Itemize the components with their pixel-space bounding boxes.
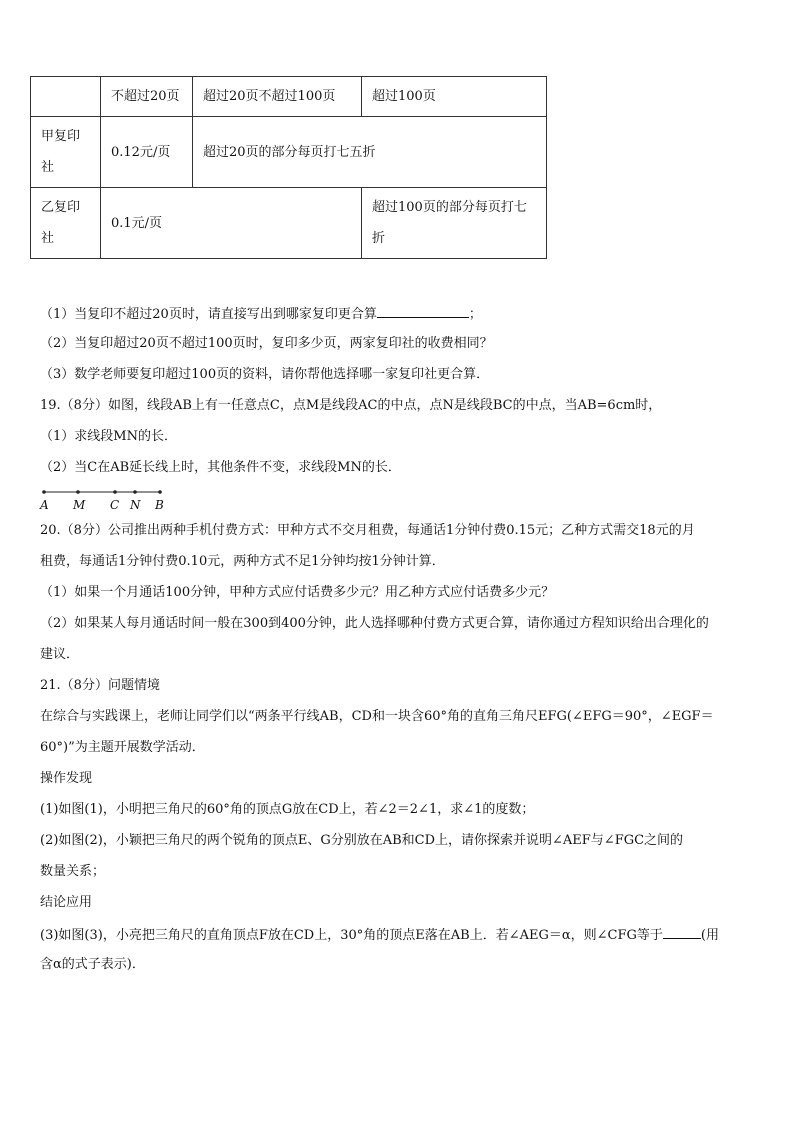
q21-part1: (1)如图(1)，小明把三角尺的60°角的顶点G放在CD上，若∠2＝2∠1，求∠1的度数； bbox=[40, 802, 535, 817]
segment-figure bbox=[40, 486, 170, 514]
q18-part2: （2）当复印超过20页不超过100页时，复印多少页，两家复印社的收费相同？ bbox=[40, 336, 493, 351]
q21-title: 21.（8分）问题情境 bbox=[40, 678, 160, 693]
q20-part2-line1: （2）如果某人每月通话时间一般在300到400分钟，此人选择哪种付费方式更合算，请你通过方程知识给出合理化的 bbox=[40, 616, 709, 631]
section-heading: 操作发现 bbox=[40, 771, 93, 786]
q18-part1-text: （1）当复印不超过20页时，请直接写出到哪家复印更合算 bbox=[40, 307, 377, 322]
q21-part3-line2: 含α的式子表示)． bbox=[40, 957, 145, 972]
table-row bbox=[31, 77, 547, 117]
q18-part1-end: ； bbox=[468, 307, 482, 322]
q21-part2-line1: (2)如图(2)，小颖把三角尺的两个锐角的顶点E、G分别放在AB和CD上，请你探索并说明∠AEF与∠FGC之间的 bbox=[40, 833, 684, 848]
point-label-m: M bbox=[73, 498, 86, 512]
section-heading: 结论应用 bbox=[40, 895, 93, 910]
point-label-c: C bbox=[110, 498, 120, 512]
table-row bbox=[31, 117, 547, 188]
q21-part3-line1 bbox=[40, 924, 764, 946]
q20-stem-line2: 租费，每通话1分钟付费0.10元，两种方式不足1分钟均按1分钟计算． bbox=[40, 554, 445, 569]
segment-line bbox=[40, 486, 170, 498]
q19-part2: （2）当C在AB延长线上时，其他条件不变，求线段MN的长． bbox=[40, 460, 401, 475]
q21-part2-line2: 数量关系； bbox=[40, 864, 106, 879]
point-label-a: A bbox=[40, 498, 49, 512]
table-row bbox=[31, 188, 547, 259]
table-cell: 超过100页的部分每页打七折 bbox=[362, 188, 547, 259]
answer-blank[interactable] bbox=[377, 303, 469, 318]
table-cell: 超过20页的部分每页打七五折 bbox=[193, 117, 547, 188]
q18-part3: （3）数学老师要复印超过100页的资料，请你帮他选择哪一家复印社更合算． bbox=[40, 367, 490, 382]
q20-part2-line2: 建议． bbox=[40, 647, 80, 662]
point-label-n: N bbox=[130, 498, 141, 512]
table-cell: 乙复印社 bbox=[31, 188, 101, 259]
q20-part1: （1）如果一个月通话100分钟，甲种方式应付话费多少元？用乙种方式应付话费多少元？ bbox=[40, 585, 555, 600]
answer-blank[interactable] bbox=[663, 924, 701, 939]
q19-part1: （1）求线段MN的长． bbox=[40, 429, 177, 444]
q21-intro-line2: 60°)”为主题开展数学活动． bbox=[40, 740, 205, 755]
q18-part1 bbox=[40, 303, 764, 325]
table-cell: 0.12元/页 bbox=[101, 117, 193, 188]
table-cell: 不超过20页 bbox=[101, 77, 193, 117]
q19-stem: 19.（8分）如图，线段AB上有一任意点C，点M是线段AC的中点，点N是线段BC的中点，当AB=6cm时， bbox=[40, 398, 662, 413]
point-label-b: B bbox=[155, 498, 164, 512]
q20-stem-line1: 20.（8分）公司推出两种手机付费方式：甲种方式不交月租费，每通话1分钟付费0.15元；乙种方式需交18元的月 bbox=[40, 523, 695, 538]
q21-part3-end: (用 bbox=[700, 928, 719, 943]
table-cell: 0.1元/页 bbox=[101, 188, 362, 259]
q21-intro-line1: 在综合与实践课上，老师让同学们以“两条平行线AB，CD和一块含60°角的直角三角尺EFG(∠EFG＝90°，∠EGF＝ bbox=[40, 709, 714, 724]
q21-part3-text: (3)如图(3)，小亮把三角尺的直角顶点F放在CD上，30°角的顶点E落在AB上．若∠AEG＝α，则∠CFG等于 bbox=[40, 928, 663, 943]
table-cell: 超过20页不超过100页 bbox=[193, 77, 362, 117]
table-cell: 甲复印社 bbox=[31, 117, 101, 188]
table-cell bbox=[31, 77, 101, 117]
table-cell: 超过100页 bbox=[362, 77, 547, 117]
pricing-table bbox=[30, 76, 547, 259]
